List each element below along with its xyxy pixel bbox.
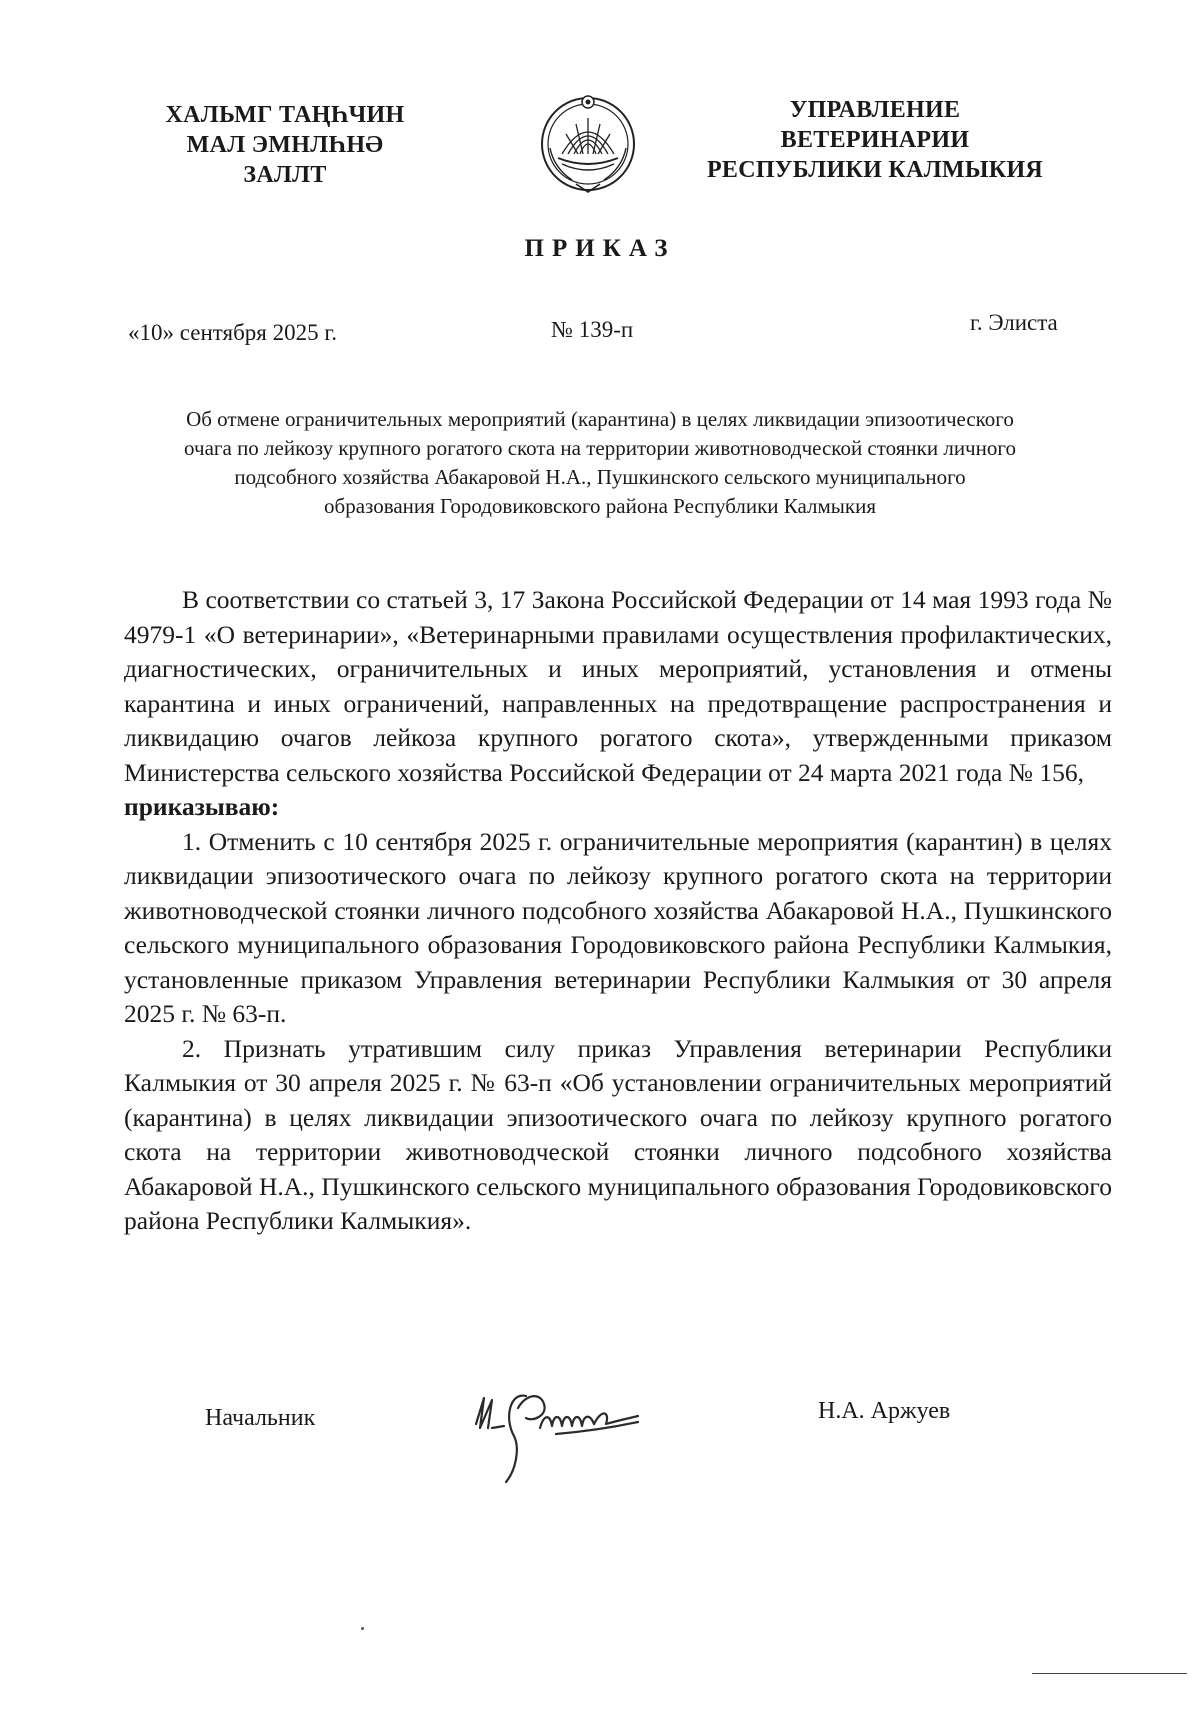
order-title: ПРИКАЗ <box>524 235 676 262</box>
footer-rule <box>1032 1673 1187 1674</box>
coat-of-arms-icon <box>536 88 640 198</box>
handwritten-signature <box>470 1378 680 1493</box>
preamble-paragraph: В соответствии со статьей 3, 17 Закона Российской Федерации от 14 мая 1993 года № 4979-1 «О ветеринарии», «Ветеринарными правилами осуществления профилактических, диагностических, ограничительных и иных мероприятий, установления и отмены карантина и иных ограничений, направленных на предотвращение распространения и ликвидацию очагов лейкоза крупного рогатого скота», утвержденными приказом Министерства сельского хозяйства Российской Федерации от 24 марта 2021 года № 156, <box>124 585 1112 787</box>
order-number: № 139-п <box>551 317 634 342</box>
order-body <box>124 583 1112 1239</box>
header-left-line: МАЛ ЭМНЛҺНӘ <box>186 132 384 158</box>
scan-artifact <box>361 1627 364 1630</box>
subject-line: очага по лейкозу крупного рогатого скота на территории животноводческой стоянки личного <box>184 436 1016 460</box>
order-city: г. Элиста <box>970 310 1058 335</box>
signatory-name: Н.А. Аржуев <box>818 1398 951 1424</box>
header-left-line: ЗАЛЛТ <box>243 162 327 188</box>
header-right-line: УПРАВЛЕНИЕ <box>789 97 961 123</box>
order-subject <box>100 405 1100 521</box>
subject-line: образования Городовиковского района Республики Калмыкия <box>324 494 876 518</box>
signatory-position: Начальник <box>205 1405 316 1431</box>
subject-line: Об отмене ограничительных мероприятий (карантина) в целях ликвидации эпизоотического <box>186 407 1014 431</box>
header-right-line: ВЕТЕРИНАРИИ <box>780 127 970 153</box>
order-item: 2. Признать утратившим силу приказ Управления ветеринарии Республики Калмыкия от 30 апреля 2025 г. № 63-п «Об установлении ограничительных мероприятий (карантина) в целях ликвидации эпизоотического очага по лейкозу крупного рогатого скота на территории животноводческой стоянки личного подсобного хозяйства Абакаровой Н.А., Пушкинского сельского муниципального образования Городовиковского района Республики Калмыкия». <box>124 1033 1112 1235</box>
header-left-line: ХАЛЬМГ ТАҢҺЧИН <box>165 102 405 128</box>
subject-line: подсобного хозяйства Абакаровой Н.А., Пушкинского сельского муниципального <box>234 465 966 489</box>
order-item: 1. Отменить с 10 сентября 2025 г. ограничительные мероприятия (карантин) в целях ликвидации эпизоотического очага по лейкозу крупного рогатого скота на территории животноводческой стоянки личного подсобного хозяйства Абакаровой Н.А., Пушкинского сельского муниципального образования Городовиковского района Республики Калмыкия, установленные приказом Управления ветеринарии Республики Калмыкия от 30 апреля 2025 г. № 63-п. <box>124 826 1112 1028</box>
header-russian-name <box>700 95 1050 185</box>
decree-word: приказываю: <box>124 792 280 821</box>
header-kalmyk-name <box>150 100 420 190</box>
header-right-line: РЕСПУБЛИКИ КАЛМЫКИЯ <box>706 157 1044 183</box>
order-date: «10» сентября 2025 г. <box>128 320 337 345</box>
